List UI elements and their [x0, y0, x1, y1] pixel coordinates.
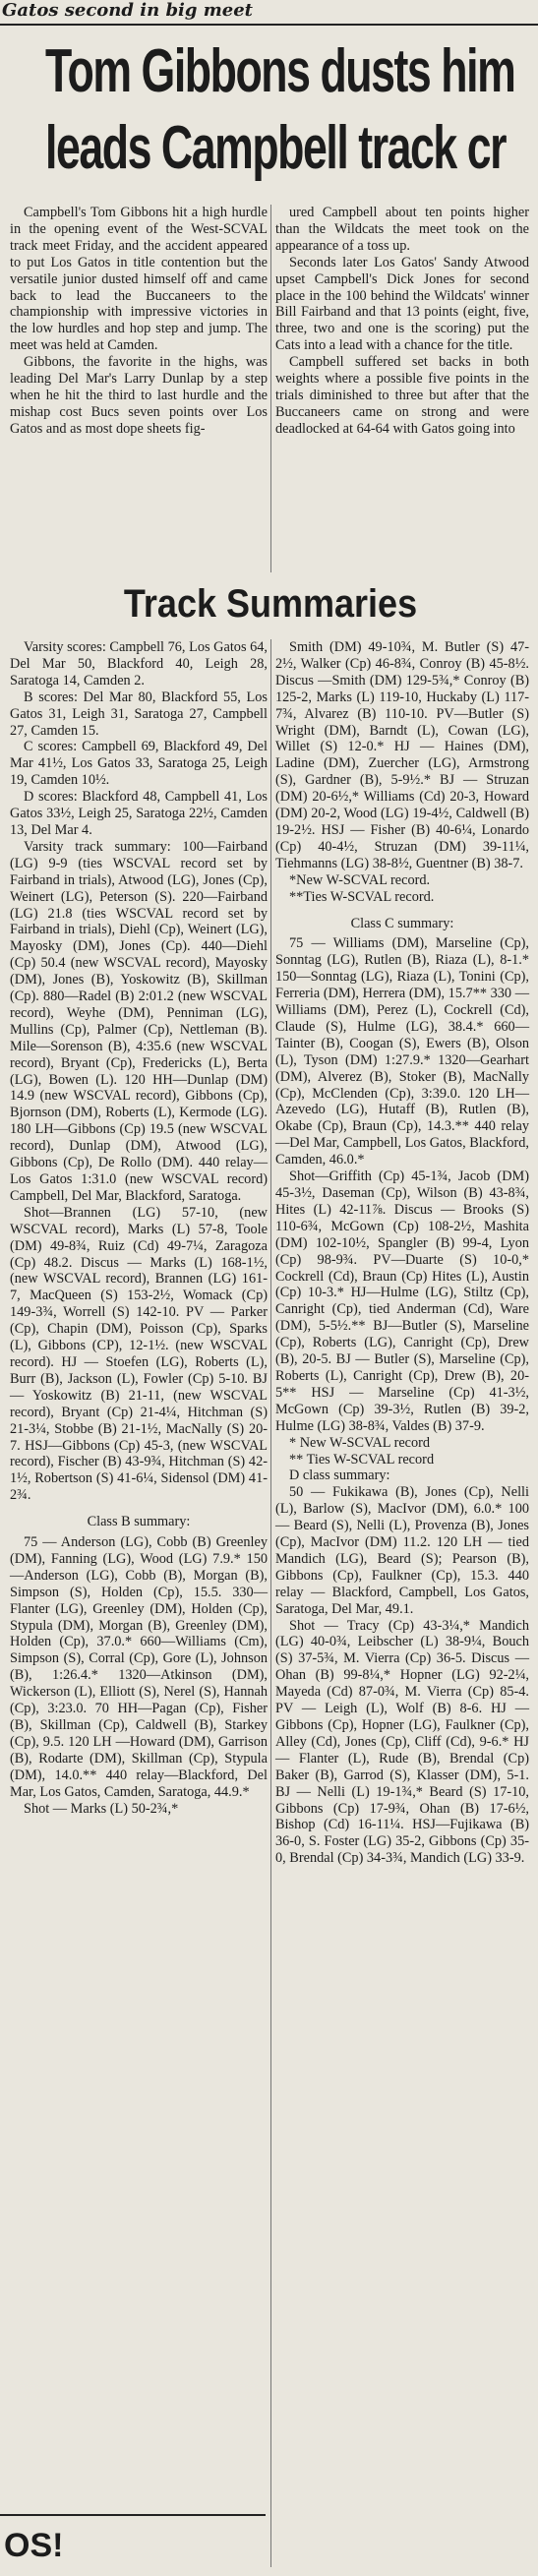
summary-paragraph: 50 — Fukikawa (B), Jones (Cp), Nelli (L), Barlow (S), MacIvor (DM), 6.0.* 100 — Beard (S), Nelli (L), Provenza (B), Jones (Cp), MacIvor (DM) 11.2. 120 LH — tied Mandich (LG), Beard (S); Pearson (B), Gibbons (Cp), Faulkner (Cp), 15.3. 440 relay — Blackford, Campbell, Los Gatos, Saratoga, Del Mar, 49.1.	[275, 1484, 529, 1617]
summary-paragraph: Smith (DM) 49-10¾, M. Butler (S) 47-2½, Walker (Cp) 46-8¾, Conroy (B) 45-8½. Discus —Smith (DM) 129-5¾,* Conroy (B) 125-2, Marks (L) 119-10, Huckaby (L) 117-7¾, Alvarez (B) 110-10. PV—Butler (S) Wright (DM), Barndt (L), Cowan (LG), Willet (S) 12-0.* HJ — Haines (DM), Ladine (DM), Zuercher (LG), Armstrong (S), Gardner (B), 5-9½.* BJ — Struzan (DM) 20-6½,* Williams (Cd) 20-3, Howard (DM) 20-2, Wood (LG) 19-4½, Caldwell (B) 19-2½. HSJ — Fisher (B) 40-6¼, Lonardo (Cp) 40-4½, Struzan (DM) 39-11¼, Tiehmanns (LG) 38-8½, Guentner (B) 38-7.	[275, 639, 529, 871]
advertisement-fragment: OS!	[0, 2514, 266, 2576]
summary-paragraph: Varsity scores: Campbell 76, Los Gatos 64, Del Mar 50, Blackford 40, Leigh 28, Saratoga 14, Camden 2.	[10, 639, 268, 689]
summary-column-left	[10, 639, 268, 2508]
section-strip: Gatos second in big meet	[0, 0, 538, 26]
story-paragraph: Campbell suffered set backs in both weights where a possible five points in the trials diminished to three but after that the Buccaneers came on strong and were deadlocked at 64-64 with Gatos going into	[275, 354, 529, 437]
summary-column-right	[275, 639, 529, 2567]
story-paragraph: Campbell's Tom Gibbons hit a high hurdle in the opening event of the West-SCVAL track meet Friday, and the accident appeared to put Los Gatos in title contention but the versatile junior dusted himself off and came back to lead the Buccaneers to the championship with impressive victories in the low hurdles and hop step and jump. The meet was held at Camden.	[10, 205, 268, 354]
summary-paragraph: C scores: Campbell 69, Blackford 49, Del Mar 41½, Los Gatos 33, Saratoga 25, Leigh 19, Camden 10½.	[10, 739, 268, 789]
record-legend: * New W-SCVAL record	[289, 1434, 431, 1451]
story-paragraph: ured Campbell about ten points higher than the Wildcats the meet took on the appearance of a toss up.	[275, 205, 529, 254]
column-rule	[270, 205, 271, 572]
summary-paragraph: Shot—Griffith (Cp) 45-1¾, Jacob (DM) 45-3½, Daseman (Cp), Wilson (B) 43-8¾, Hites (L) 42-11⅞. Discus — Brooks (S) 110-6¾, McGown (Cp) 108-2½, Mashita (DM) 102-10½, Spangler (B) 99-4, Lyon (Cp) 98-9¾. PV—Duarte (S) 10-0,* Cockrell (Cd), Braun (Cp) Hites (L), Austin (Cp) 10-3.* HJ—Hulme (LG), Stiltz (Cp), Canright (Cp), tied Anderman (Cd), Ware (DM), 5-5½.** BJ—Butler (S), Marseline (Cp), Roberts (LG), Canright (Cp), Drew (B), 20-5. BJ — Butler (S), Marseline (Cp), Roberts (L), Canright (Cp), Drew (B), 20-5** HSJ — Marseline (Cp) 41-3½, McGown (Cp) 39-3½, Rutlen (B) 39-2, Hulme (LG) 38-8¾, Valdes (B) 37-9.	[275, 1168, 529, 1434]
summary-paragraph: Shot—Brannen (LG) 57-10, (new WSCVAL record), Marks (L) 57-8, Toole (DM) 49-8¾, Ruiz (Cd) 49-7¼, Zaragoza (Cp) 48.2. Discus — Marks (L) 168-1½, (new WSCVAL record), Brannen (LG) 161-7, MacQueen (S) 153-2½, Womack (Cp) 149-3¾, Worrell (S) 142-10. PV — Parker (Cp), Chapin (DM), Poisson (Cp), Sparks (L), Gibbons (CP), 12-1½. (new WSCVAL record). HJ — Stoefen (LG), Roberts (L), Burr (B), Jackson (L), Fowler (Cp) 5-10. BJ — Yoskowitz (B) 21-11, (new WSCVAL record), Bryant (Cp) 21-4¼, Hitchman (S) 21-3¼, Stobbe (B) 21-1½, MacNally (S) 20-7. HSJ—Gibbons (Cp) 45-3, (new WSCVAL record), Fischer (B) 43-9¾, Hitchman (S) 42-1½, Robertson (S) 41-6¼, Sidensol (DM) 41-2¾.	[10, 1204, 268, 1504]
record-legend: *New W-SCVAL record.	[289, 871, 431, 888]
story-paragraph: Gibbons, the favorite in the highs, was leading Del Mar's Larry Dunlap by a step when he hit the third to last hurdle and the mishap cost Bucs seven points over Los Gatos and as most dope sheets fig-	[10, 354, 268, 437]
column-rule	[270, 639, 271, 2567]
headline-line-1: Tom Gibbons dusts him	[45, 37, 515, 105]
summary-paragraph: Varsity track summary: 100—Fairband (LG) 9-9 (ties WSCVAL record set by Fairband in trials), Atwood (LG), Jones (Cp), Weinert (LG), Peterson (S). 220—Fairband (LG) 21.8 (ties WSCVAL record set by Fairband in trials), Diehl (Cp), Weinert (LG), Mayosky (DM), Jones (Cp). 440—Diehl (Cp) 50.4 (new WSCVAL record), Mayosky (DM), Jones (B), Yoskowitz (B), Skillman (Cp). 880—Radel (B) 2:01.2 (new WSCVAL record), Weyhe (DM), Penniman (LG), Mullins (Cp), Palmer (Cp), Nettleman (B). Mile—Sorenson (B), 4:35.6 (new WSCVAL record), Bryant (Cp), Fredericks (L), Berta (LG), Bowen (L). 120 HH—Dunlap (DM) 14.9 (new WSCVAL record), Gibbons (Cp), Bjornson (DM), Roberts (L), Kermode (LG). 180 LH—Gibbons (Cp) 19.5 (new WSCVAL record), Dunlap (DM), Atwood (LG), Gibbons (Cp), De Rollo (DM). 440 relay—Los Gatos 1:31.0 (new WSCVAL record) Campbell, Del Mar, Blackford, Saratoga.	[10, 838, 268, 1204]
summary-paragraph: B scores: Del Mar 80, Blackford 55, Los Gatos 31, Leigh 31, Saratoga 27, Campbell 27, Camden 15.	[10, 689, 268, 739]
summary-paragraph: D scores: Blackford 48, Campbell 41, Los Gatos 33½, Leigh 25, Saratoga 22½, Camden 13, Del Mar 4.	[10, 789, 268, 838]
headline-line-2: leads Campbell track cr	[45, 114, 507, 182]
story-column-left	[10, 205, 268, 572]
summary-paragraph: 75 — Williams (DM), Marseline (Cp), Sonntag (LG), Rutlen (B), Riaza (L), 8-1.* 150—Sonntag (LG), Riaza (L), Tonini (Cp), Ferreria (DM), Herrera (DM), 15.7** 330 — Williams (DM), Perez (L), Cockrell (Cd), Claude (S), Hulme (LG), 38.4.* 660—Tainter (B), Coogan (S), Ewers (B), Olson (L), Tyson (DM) 1:27.9.* 1320—Gearhart (DM), Alverez (B), Stoker (B), MacNally (Cp), McClenden (Cp), 3:39.0. 120 LH—Azevedo (LG), Hutaff (B), Rutlen (B), Okabe (Cp), Braun (Cp), 14.3.** 440 relay—Del Mar, Campbell, Los Gatos, Blackford, Camden, 46.0.*	[275, 935, 529, 1168]
class-b-heading: Class B summary:	[87, 1514, 191, 1530]
story-paragraph: Seconds later Los Gatos' Sandy Atwood upset Campbell's Dick Jones for second place in the 100 behind the Wildcats' winner Bill Fairband and that 13 points (eight, five, three, two and one is the scoring) put the Cats into a lead with a chance for the title.	[275, 254, 529, 354]
summary-paragraph: Shot — Tracy (Cp) 43-3¼,* Mandich (LG) 40-0¾, Leibscher (L) 38-9¼, Bouch (S) 37-5¾, M. Vierra (Cp) 36-5. Discus — Ohan (B) 99-8¼,* Hopner (LG) 92-2¼, Mayeda (Cd) 87-0¾, M. Vierra (Cp) 85-4. PV — Leigh (L), Wolf (B) 8-6. HJ — Gibbons (Cp), Hopner (LG), Faulkner (Cp), Alley (Cd), Jones (Cp), Cliff (Cd), 9-6.* HJ — Flanter (L), Rude (B), Brendal (Cp) Baker (B), Garrod (S), Klasser (DM), 5-1. BJ — Nelli (L) 19-1¾,* Beard (S) 17-10, Gibbons (Cp) 17-9¾, Ohan (B) 17-6½, Bishop (Cd) 16-11¼. HSJ—Fujikawa (B) 36-0, S. Foster (LG) 35-2, Gibbons (Cp) 35-0, Brendal (Cp) 34-3¾, Mandich (LG) 33-9.	[275, 1617, 529, 1867]
summary-paragraph: Shot — Marks (L) 50-2¾,*	[24, 1800, 179, 1817]
record-legend: ** Ties W-SCVAL record	[289, 1451, 435, 1468]
story-column-right	[275, 205, 529, 572]
record-legend: **Ties W-SCVAL record.	[289, 888, 435, 905]
class-d-heading: D class summary:	[289, 1468, 390, 1484]
class-c-heading: Class C summary:	[350, 915, 454, 931]
summary-paragraph: 75 — Anderson (LG), Cobb (B) Greenley (DM), Fanning (LG), Wood (LG) 7.9.* 150—Anderson (LG), Cobb (B), Morgan (B), Simpson (S), Holden (Cp), 15.5. 330—Flanter (LG), Greenley (DM), Holden (Cp), Stypula (DM), Morgan (B), Greenley (DM), Holden (Cp), 37.0.* 660—Williams (Cm), Simpson (S), Corral (Cp), Gore (L), Johnson (B), 1:26.4.* 1320—Atkinson (DM), Wickerson (L), Elliott (S), Nerel (S), Hannah (Cp), 3:23.0. 70 HH—Pagan (Cp), Fisher (B), Skillman (Cp), Caldwell (B), Starkey (Cp), 9.5. 120 LH —Howard (DM), Garrison (B), Rodarte (DM), Skillman (Cp), Stypula (DM), 14.0.** 440 relay—Blackford, Del Mar, Los Gatos, Camden, Saratoga, 44.9.*	[10, 1534, 268, 1800]
section-title: Track Summaries	[123, 582, 418, 626]
